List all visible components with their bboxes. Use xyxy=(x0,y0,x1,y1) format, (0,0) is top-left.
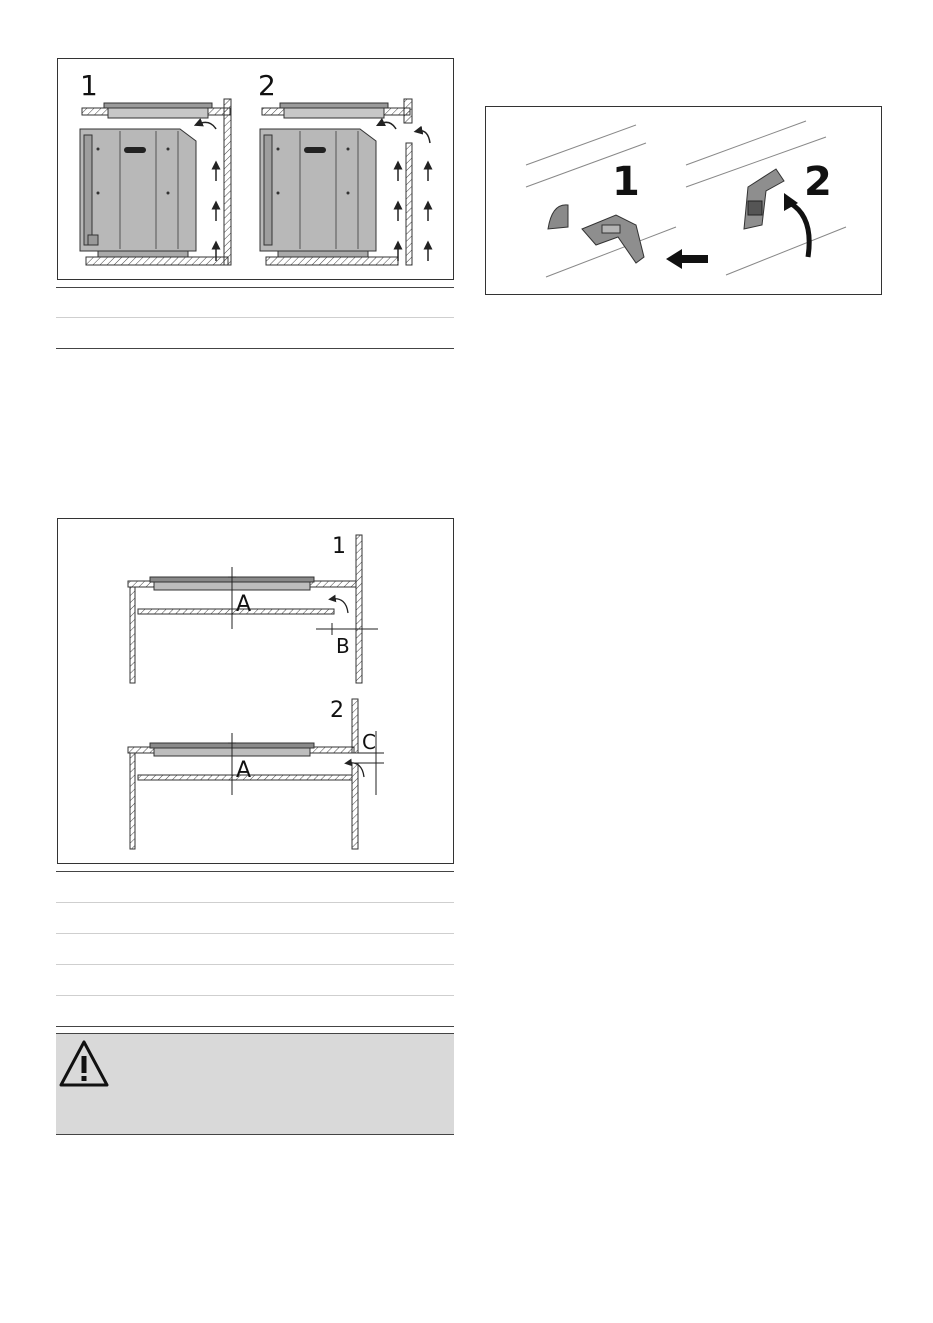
table-rule xyxy=(56,933,454,934)
warning-triangle-icon xyxy=(58,1038,110,1090)
step-number-1: 1 xyxy=(612,159,640,205)
table-rule xyxy=(56,317,454,318)
bracket-clip xyxy=(582,215,644,263)
figure-bracket xyxy=(485,106,882,295)
table-rule xyxy=(56,348,454,349)
mounting-tab xyxy=(548,205,568,229)
panel-number-2: 2 xyxy=(258,69,276,102)
panel-number-1: 1 xyxy=(80,69,98,102)
table-rule xyxy=(56,1026,454,1027)
figure-clearances xyxy=(57,518,454,864)
table-rule xyxy=(56,995,454,996)
step-number-2: 2 xyxy=(804,159,832,205)
table-rule xyxy=(56,902,454,903)
wall xyxy=(224,99,231,265)
dimension-A-2: A xyxy=(236,758,252,783)
rotate-arrow-icon xyxy=(790,203,809,257)
table-rule xyxy=(56,871,454,872)
table-rule xyxy=(56,964,454,965)
airflow-arrow xyxy=(198,122,216,129)
bracket-clip-mounted xyxy=(744,169,784,229)
warning-box xyxy=(56,1033,454,1135)
table-rule xyxy=(56,287,454,288)
clearance-diagram xyxy=(58,519,455,865)
bracket-diagram xyxy=(486,107,883,296)
dimension-B: B xyxy=(336,634,350,658)
case-number-1: 1 xyxy=(332,534,346,559)
case-number-2: 2 xyxy=(330,698,344,723)
hob xyxy=(104,103,212,108)
dimension-A: A xyxy=(236,592,252,617)
ventilation-diagram xyxy=(58,59,455,281)
figure-ventilation xyxy=(57,58,454,280)
push-arrow-icon xyxy=(666,249,708,269)
dimension-C: C xyxy=(362,730,376,754)
